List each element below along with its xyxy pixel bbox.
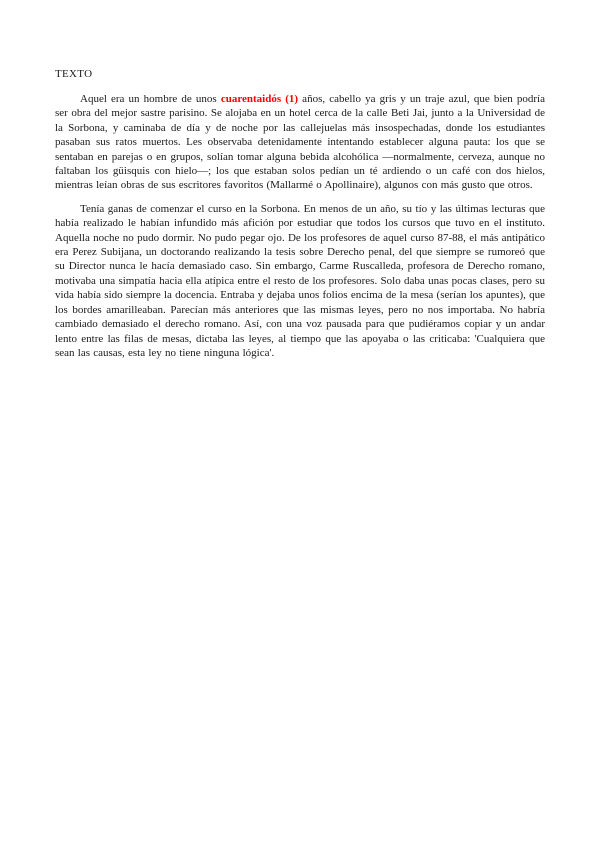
paragraph-1-text-before: Aquel era un hombre de unos (80, 93, 221, 105)
paragraph-1-text-after: años, cabello ya gris y un traje azul, que bien podría ser obra del mejor sastre parisino. Se alojaba en un hotel cerca de la calle Beti Jai, junto a la Universidad de la Sorbona, y caminaba de día y de noche por las callejuelas más insospechadas, donde los estudiantes pasaban sus ratos muertos. Les observaba detenidamente intentando establecer alguna pauta: los que se sentaban en parejas o en grupos, solían tomar alguna bebida alcohólica —normalmente, cerveza, aunque no faltaban los güisquis con hielo—; los que estaban solos pedían un té ardiendo o un café con dos hielos, mientras leían obras de sus escritores favoritos (Mallarmé o Apollinaire), algunos con más gusto que otros. (55, 93, 545, 192)
paragraph-1 (55, 92, 545, 193)
paragraph-2: Tenía ganas de comenzar el curso en la Sorbona. En menos de un año, su tío y las últimas lecturas que había realizado le habían infundido más afición por estudiar que todos los cursos que tuvo en el instituto. Aquella noche no pudo dormir. No pudo pegar ojo. De los profesores de aquel curso 87-88, el más antipático era Perez Subijana, un doctorando realizando la tesis sobre Derecho penal, del que siempre se rumoreó que su Director nunca le hacía demasiado caso. Sin embargo, Carme Ruscalleda, profesora de Derecho romano, motivaba una simpatía hacia ella atípica entre el resto de los profesores. Solo daba unas pocas clases, pero su vida había sido siempre la docencia. Entraba y dejaba unos folios encima de la mesa (serían los apuntes), que los bordes amarilleaban. Parecían más anteriores que las mismas leyes, pero no nos importaba. No habría cambiado demasiado el derecho romano. Así, con una voz pausada para que pudiéramos copiar y un andar lento entre las filas de mesas, dictaba las leyes, al tiempo que las apoyaba o las criticaba: 'Cualquiera que sean las causas, esta ley no tiene ninguna lógica'. (55, 202, 545, 359)
page-title: TEXTO (55, 68, 93, 80)
highlighted-term: cuarentaidós (1) (220, 93, 299, 105)
